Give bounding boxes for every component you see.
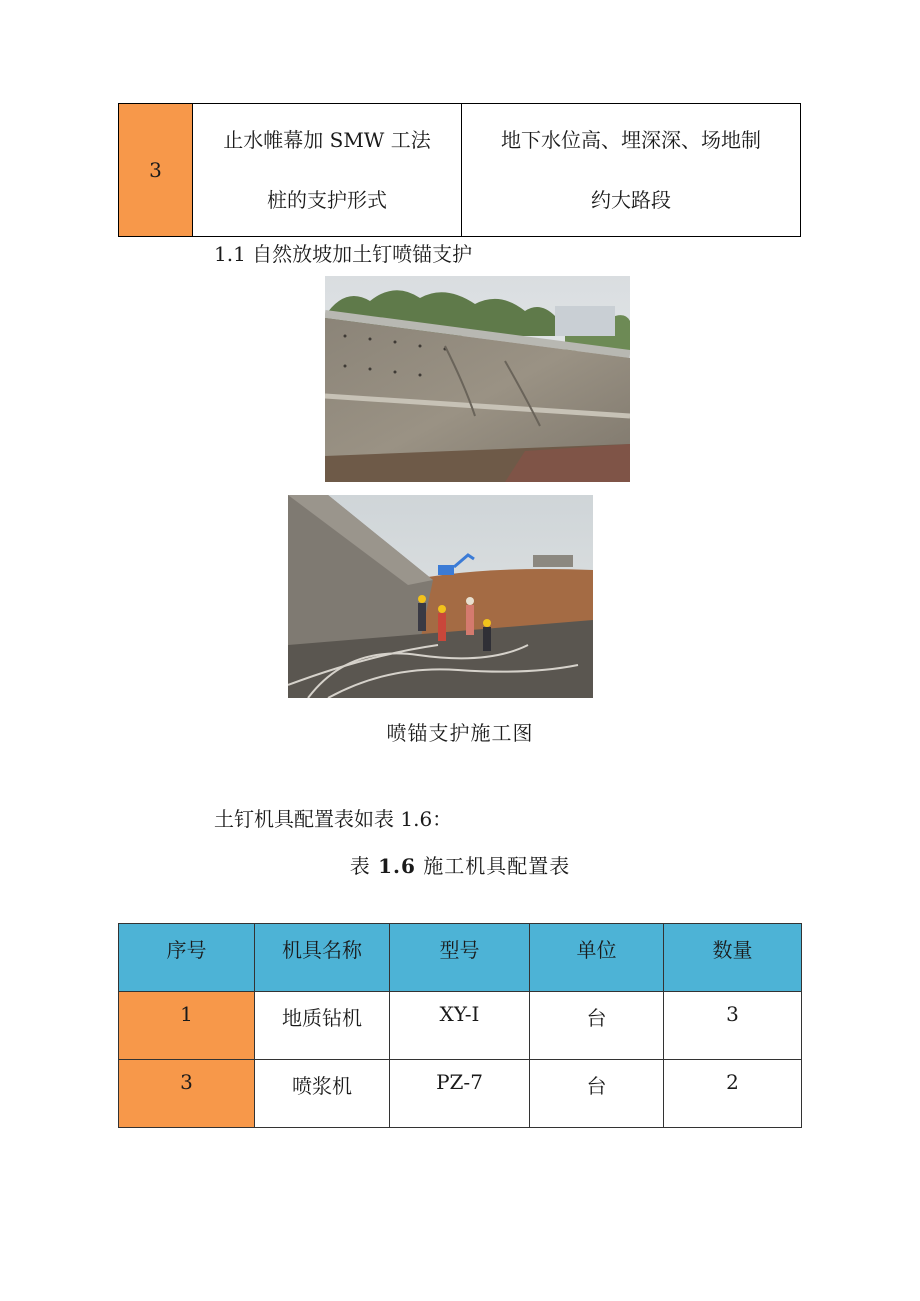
support-type-line2: 桩的支护形式 (267, 188, 387, 212)
header-index: 序号 (119, 924, 255, 992)
cell-quantity: 3 (664, 992, 802, 1060)
cell-unit: 台 (530, 1060, 664, 1128)
header-unit: 单位 (530, 924, 664, 992)
table-title-prefix: 表 (349, 854, 379, 878)
photo-caption: 喷锚支护施工图 (386, 721, 534, 745)
cell-model: XY-I (390, 992, 530, 1060)
slope-wall-photo (325, 276, 630, 482)
table-title-suffix: 施工机具配置表 (415, 854, 571, 878)
shotcrete-construction-photo (288, 495, 593, 698)
support-type-line1: 止水帷幕加 SMW 工法 (223, 128, 431, 152)
cell-model: PZ-7 (390, 1060, 530, 1128)
header-model: 型号 (390, 924, 530, 992)
header-quantity: 数量 (664, 924, 802, 992)
equipment-table (118, 923, 802, 1128)
condition-cell (462, 104, 801, 237)
cell-quantity: 2 (664, 1060, 802, 1128)
intro-text: 土钉机具配置表如表 1.6： (214, 807, 453, 831)
header-name: 机具名称 (255, 924, 390, 992)
table-header-row (119, 924, 802, 992)
row-number-cell: 3 (119, 104, 193, 237)
section-title: 1.1 自然放坡加土钉喷锚支护 (214, 242, 473, 266)
table-row (119, 992, 802, 1060)
cell-unit: 台 (530, 992, 664, 1060)
table-title-number: 1.6 (378, 854, 416, 878)
table-row (119, 104, 801, 237)
table-row (119, 1060, 802, 1128)
cell-index: 3 (119, 1060, 255, 1128)
support-type-cell (193, 104, 462, 237)
table-title (0, 850, 920, 879)
condition-line1: 地下水位高、埋深深、场地制 (501, 128, 761, 152)
condition-line2: 约大路段 (591, 188, 671, 212)
cell-name: 喷浆机 (255, 1060, 390, 1128)
support-form-table (118, 103, 801, 237)
cell-index: 1 (119, 992, 255, 1060)
cell-name: 地质钻机 (255, 992, 390, 1060)
